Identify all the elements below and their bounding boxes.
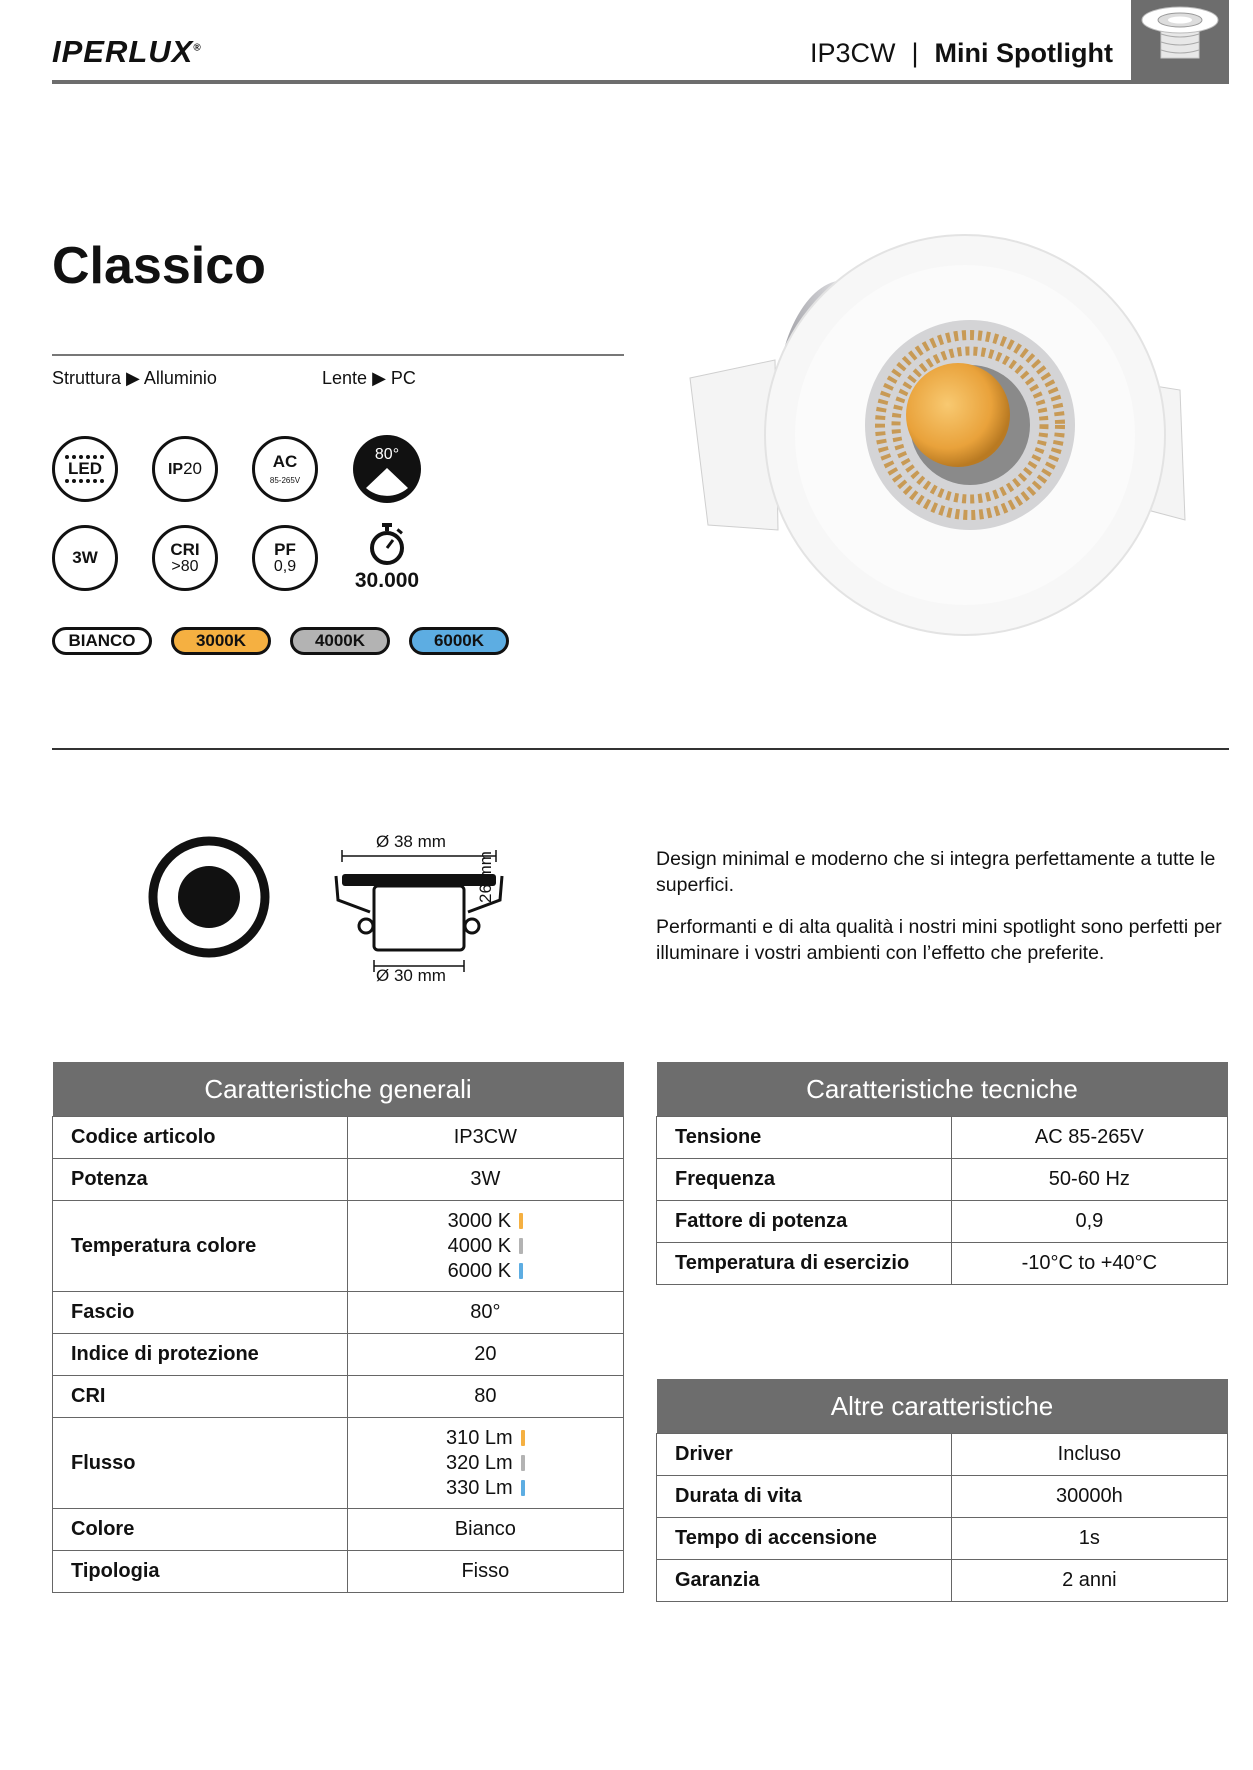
spec-value: 2 anni bbox=[951, 1560, 1227, 1602]
header-thumbnail bbox=[1131, 0, 1229, 84]
ac-range: 85-265V bbox=[269, 475, 301, 485]
front-view-drawing bbox=[148, 836, 270, 963]
spec-key: Garanzia bbox=[657, 1560, 952, 1602]
spec-value: Bianco bbox=[347, 1509, 623, 1551]
spec-key: Indice di protezione bbox=[53, 1334, 348, 1376]
other-specs-table bbox=[656, 1379, 1228, 1602]
spec-value: IP3CW bbox=[347, 1117, 623, 1159]
spec-key: Tipologia bbox=[53, 1551, 348, 1593]
header-title bbox=[810, 38, 1113, 69]
spec-key: Frequenza bbox=[657, 1159, 952, 1201]
height-label: 26 mm bbox=[476, 851, 495, 903]
color-option-4000k: 4000K bbox=[290, 627, 390, 655]
spec-key: Durata di vita bbox=[657, 1476, 952, 1518]
header-rule bbox=[52, 80, 1132, 84]
spec-key: Tempo di accensione bbox=[657, 1518, 952, 1560]
brand-mark: ® bbox=[193, 42, 202, 54]
table-row bbox=[53, 1292, 624, 1334]
color-temp-4000: 4000 K bbox=[447, 1234, 512, 1257]
header-separator: | bbox=[911, 38, 919, 68]
spec-value: 3W bbox=[347, 1159, 623, 1201]
lifetime-hours: 30.000 bbox=[354, 569, 420, 592]
technical-specs-table bbox=[656, 1062, 1228, 1285]
color-option-6000k: 6000K bbox=[409, 627, 509, 655]
spec-value bbox=[347, 1418, 623, 1509]
spec-value: -10°C to +40°C bbox=[951, 1243, 1227, 1285]
structure-value: Alluminio bbox=[143, 368, 217, 388]
spotlight-product-illustration bbox=[680, 230, 1220, 670]
table-row bbox=[657, 1117, 1228, 1159]
spec-key: CRI bbox=[53, 1376, 348, 1418]
spec-key: Potenza bbox=[53, 1159, 348, 1201]
spec-value: 30000h bbox=[951, 1476, 1227, 1518]
power-factor-icon bbox=[252, 525, 318, 591]
warm-marker-icon bbox=[519, 1213, 523, 1229]
table-row bbox=[657, 1243, 1228, 1285]
ac-voltage-icon bbox=[252, 436, 318, 502]
spec-key: Colore bbox=[53, 1509, 348, 1551]
spec-value: 1s bbox=[951, 1518, 1227, 1560]
spec-value: 50-60 Hz bbox=[951, 1159, 1227, 1201]
structure-spec bbox=[52, 368, 217, 389]
spec-value: 80° bbox=[347, 1292, 623, 1334]
color-option-bianco: BIANCO bbox=[52, 627, 152, 655]
description-paragraph-1: Design minimal e moderno che si integra perfettamente a tutte le superfici. bbox=[656, 848, 1216, 897]
beam-angle-icon bbox=[352, 434, 422, 504]
lifetime-block bbox=[344, 522, 430, 593]
table-row bbox=[53, 1334, 624, 1376]
arrow-icon: ▶ bbox=[372, 368, 386, 388]
table-row bbox=[53, 1551, 624, 1593]
section-divider bbox=[52, 748, 1229, 750]
table-row bbox=[657, 1518, 1228, 1560]
beam-angle-value: 80° bbox=[374, 446, 400, 463]
led-label: LED bbox=[68, 459, 102, 479]
flux-6000: 330 Lm bbox=[446, 1476, 513, 1499]
spec-key: Codice articolo bbox=[53, 1117, 348, 1159]
cri-value: >80 bbox=[171, 557, 199, 575]
spec-value: 0,9 bbox=[951, 1201, 1227, 1243]
spec-key: Tensione bbox=[657, 1117, 952, 1159]
spec-value: 80 bbox=[347, 1376, 623, 1418]
flux-4000: 320 Lm bbox=[446, 1451, 513, 1474]
warm-marker-icon bbox=[521, 1430, 525, 1446]
top-diameter-label: Ø 38 mm bbox=[376, 832, 446, 851]
lens-spec bbox=[322, 368, 416, 389]
brand-logo bbox=[52, 34, 202, 70]
spec-key: Fattore di potenza bbox=[657, 1201, 952, 1243]
description-paragraph-2: Performanti e di alta qualità i nostri mini spotlight sono perfetti per illuminare i vostri ambienti con l’effetto che preferite. bbox=[656, 916, 1222, 965]
general-specs-title: Caratteristiche generali bbox=[53, 1062, 624, 1117]
neutral-marker-icon bbox=[519, 1238, 523, 1254]
cri-icon bbox=[152, 525, 218, 591]
spec-value: 20 bbox=[347, 1334, 623, 1376]
bottom-diameter-label: Ø 30 mm bbox=[376, 966, 446, 985]
product-code: IP3CW bbox=[810, 38, 896, 68]
lens-value: PC bbox=[390, 368, 416, 388]
color-temp-6000: 6000 K bbox=[447, 1259, 512, 1282]
table-row bbox=[53, 1509, 624, 1551]
lens-label: Lente bbox=[322, 368, 368, 388]
title-rule bbox=[52, 354, 624, 356]
table-row bbox=[53, 1117, 624, 1159]
led-dots-icon bbox=[63, 478, 107, 484]
power-value: 3W bbox=[72, 548, 98, 568]
structure-label: Struttura bbox=[52, 368, 122, 388]
arrow-icon: ▶ bbox=[126, 368, 140, 388]
table-row bbox=[53, 1201, 624, 1292]
neutral-marker-icon bbox=[521, 1455, 525, 1471]
table-row bbox=[53, 1159, 624, 1201]
table-row bbox=[53, 1376, 624, 1418]
flux-3000: 310 Lm bbox=[446, 1426, 513, 1449]
cold-marker-icon bbox=[521, 1480, 525, 1496]
other-specs-title: Altre caratteristiche bbox=[657, 1379, 1228, 1434]
cri-label: CRI bbox=[170, 539, 200, 559]
table-row bbox=[657, 1434, 1228, 1476]
spec-value bbox=[347, 1201, 623, 1292]
table-row bbox=[657, 1201, 1228, 1243]
table-row bbox=[657, 1159, 1228, 1201]
cold-marker-icon bbox=[519, 1263, 523, 1279]
spec-key: Temperatura colore bbox=[53, 1201, 348, 1292]
spec-key: Fascio bbox=[53, 1292, 348, 1334]
spec-key: Temperatura di esercizio bbox=[657, 1243, 952, 1285]
beam-cone-icon bbox=[352, 434, 422, 504]
ip-prefix: IP bbox=[167, 460, 184, 478]
color-option-3000k: 3000K bbox=[171, 627, 271, 655]
power-icon bbox=[52, 525, 118, 591]
spec-value: Incluso bbox=[951, 1434, 1227, 1476]
product-image bbox=[680, 230, 1220, 670]
product-name: Mini Spotlight bbox=[934, 38, 1113, 68]
technical-specs-title: Caratteristiche tecniche bbox=[657, 1062, 1228, 1117]
brand-name: IPERLUX bbox=[52, 34, 194, 69]
pf-value: 0,9 bbox=[273, 557, 297, 575]
general-specs-table bbox=[52, 1062, 624, 1593]
table-row bbox=[657, 1560, 1228, 1602]
stopwatch-icon bbox=[366, 522, 408, 566]
led-icon bbox=[52, 436, 118, 502]
spotlight-thumbnail-icon bbox=[1131, 0, 1229, 84]
page-title: Classico bbox=[52, 237, 266, 295]
spec-key: Flusso bbox=[53, 1418, 348, 1509]
table-row bbox=[53, 1418, 624, 1509]
ip-value: 20 bbox=[183, 458, 203, 478]
spec-value: Fisso bbox=[347, 1551, 623, 1593]
ac-label: AC bbox=[272, 451, 298, 471]
color-temp-3000: 3000 K bbox=[447, 1209, 512, 1232]
front-view-icon bbox=[148, 836, 270, 958]
spec-key: Driver bbox=[657, 1434, 952, 1476]
pf-label: PF bbox=[274, 539, 296, 559]
spec-value: AC 85-265V bbox=[951, 1117, 1227, 1159]
ip-rating-icon bbox=[152, 436, 218, 502]
table-row bbox=[657, 1476, 1228, 1518]
